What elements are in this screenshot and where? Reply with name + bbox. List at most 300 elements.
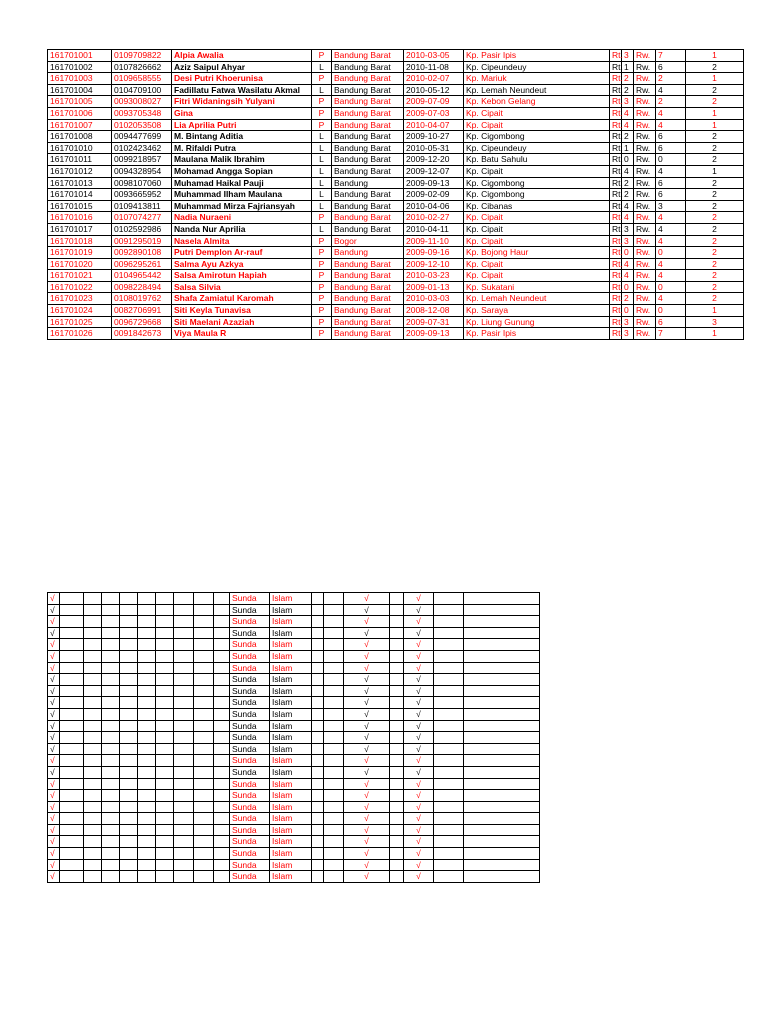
student-birthdate: 2010-05-31: [404, 142, 464, 154]
empty-cell: [434, 674, 464, 686]
tribe-cell: Sunda: [230, 743, 270, 755]
check-mark-1: √: [48, 650, 60, 662]
empty-cell: [434, 859, 464, 871]
empty-cell: [138, 674, 156, 686]
empty-cell: [84, 650, 102, 662]
empty-cell: [464, 604, 540, 616]
empty-cell: [312, 848, 324, 860]
empty-cell: [312, 708, 324, 720]
empty-cell: [102, 674, 120, 686]
student-rt-label: Rt.: [610, 316, 622, 328]
student-count: 2: [686, 61, 744, 73]
tribe-cell: Sunda: [230, 848, 270, 860]
student-rw: 4: [656, 84, 686, 96]
empty-cell: [434, 743, 464, 755]
empty-cell: [174, 650, 194, 662]
check-mark-3: √: [404, 871, 434, 883]
student-sex: P: [312, 107, 332, 119]
table-row: [48, 281, 744, 293]
empty-cell: [434, 871, 464, 883]
empty-cell: [60, 801, 84, 813]
student-birthdate: 2010-03-05: [404, 50, 464, 62]
tribe-cell: Sunda: [230, 627, 270, 639]
empty-cell: [138, 720, 156, 732]
empty-cell: [84, 743, 102, 755]
empty-cell: [214, 755, 230, 767]
student-sex: P: [312, 73, 332, 85]
student-rt: 3: [622, 235, 634, 247]
table-row: [48, 61, 744, 73]
empty-cell: [174, 697, 194, 709]
empty-cell: [174, 871, 194, 883]
table-row: [48, 813, 540, 825]
empty-cell: [324, 790, 344, 802]
empty-cell: [102, 685, 120, 697]
religion-cell: Islam: [270, 627, 312, 639]
empty-cell: [102, 859, 120, 871]
check-mark-2: √: [344, 813, 390, 825]
student-rt: 4: [622, 200, 634, 212]
empty-cell: [214, 824, 230, 836]
student-birthplace: Bandung Barat: [332, 84, 404, 96]
student-rt-label: Rt.: [610, 107, 622, 119]
student-rw: 6: [656, 316, 686, 328]
student-rt-label: Rt.: [610, 270, 622, 282]
empty-cell: [138, 766, 156, 778]
check-mark-3: √: [404, 616, 434, 628]
religion-cell: Islam: [270, 639, 312, 651]
student-name: Fitri Widaningsih Yulyani: [172, 96, 312, 108]
table-row: [48, 836, 540, 848]
tribe-cell: Sunda: [230, 616, 270, 628]
empty-cell: [84, 593, 102, 605]
student-rw: 2: [656, 96, 686, 108]
student-rt-label: Rt.: [610, 177, 622, 189]
empty-cell: [138, 662, 156, 674]
empty-cell: [84, 766, 102, 778]
table-row: [48, 871, 540, 883]
student-birthdate: 2009-12-07: [404, 165, 464, 177]
student-birthdate: 2010-03-23: [404, 270, 464, 282]
empty-cell: [120, 755, 138, 767]
student-nisn: 0104709100: [112, 84, 172, 96]
tribe-cell: Sunda: [230, 766, 270, 778]
empty-cell: [464, 685, 540, 697]
check-mark-1: √: [48, 616, 60, 628]
student-rt-label: Rt.: [610, 84, 622, 96]
empty-cell: [102, 639, 120, 651]
check-mark-2: √: [344, 790, 390, 802]
student-nis: 161701018: [48, 235, 112, 247]
check-mark-3: √: [404, 627, 434, 639]
student-rt: 0: [622, 281, 634, 293]
student-birthdate: 2010-05-12: [404, 84, 464, 96]
student-rt: 2: [622, 84, 634, 96]
empty-cell: [120, 593, 138, 605]
empty-cell: [324, 616, 344, 628]
student-rw: 7: [656, 328, 686, 340]
empty-cell: [60, 662, 84, 674]
table-row: [48, 142, 744, 154]
student-birthplace: Bandung Barat: [332, 316, 404, 328]
student-rt: 2: [622, 177, 634, 189]
empty-cell: [390, 778, 404, 790]
student-address: Kp. Cipait: [464, 270, 610, 282]
student-sex: L: [312, 200, 332, 212]
empty-cell: [138, 813, 156, 825]
student-rt-label: Rt.: [610, 73, 622, 85]
check-mark-1: √: [48, 801, 60, 813]
empty-cell: [102, 662, 120, 674]
religion-cell: Islam: [270, 720, 312, 732]
student-nisn: 0107826662: [112, 61, 172, 73]
student-sex: P: [312, 96, 332, 108]
empty-cell: [464, 627, 540, 639]
empty-cell: [138, 871, 156, 883]
empty-cell: [214, 674, 230, 686]
student-rw-label: Rw.: [634, 84, 656, 96]
empty-cell: [312, 813, 324, 825]
empty-cell: [120, 662, 138, 674]
empty-cell: [324, 593, 344, 605]
empty-cell: [60, 848, 84, 860]
tribe-cell: Sunda: [230, 824, 270, 836]
student-birthdate: 2009-01-13: [404, 281, 464, 293]
student-rw: 0: [656, 154, 686, 166]
table-row: [48, 697, 540, 709]
student-name: Siti Keyla Tunavisa: [172, 305, 312, 317]
religion-cell: Islam: [270, 766, 312, 778]
student-sex: P: [312, 212, 332, 224]
student-nis: 161701006: [48, 107, 112, 119]
student-address: Kp. Cipait: [464, 119, 610, 131]
student-rt-label: Rt.: [610, 165, 622, 177]
student-birthplace: Bogor: [332, 235, 404, 247]
checklist-table: [47, 592, 540, 883]
empty-cell: [214, 604, 230, 616]
student-name: M. Rifaldi Putra: [172, 142, 312, 154]
tribe-cell: Sunda: [230, 639, 270, 651]
student-rw: 0: [656, 247, 686, 259]
empty-cell: [324, 755, 344, 767]
student-name: Nanda Nur Aprilia: [172, 223, 312, 235]
student-rt-label: Rt.: [610, 247, 622, 259]
empty-cell: [464, 616, 540, 628]
student-nis: 161701010: [48, 142, 112, 154]
student-count: 2: [686, 131, 744, 143]
student-rt: 2: [622, 293, 634, 305]
student-sex: L: [312, 131, 332, 143]
student-sex: L: [312, 165, 332, 177]
student-name: Aziz Saipul Ahyar: [172, 61, 312, 73]
empty-cell: [174, 836, 194, 848]
student-count: 2: [686, 154, 744, 166]
check-mark-2: √: [344, 732, 390, 744]
table-row: [48, 732, 540, 744]
religion-cell: Islam: [270, 697, 312, 709]
student-rt-label: Rt.: [610, 258, 622, 270]
empty-cell: [174, 662, 194, 674]
empty-cell: [390, 859, 404, 871]
student-nisn: 0093705348: [112, 107, 172, 119]
empty-cell: [174, 593, 194, 605]
student-sex: L: [312, 189, 332, 201]
empty-cell: [174, 708, 194, 720]
table-row: [48, 674, 540, 686]
check-mark-2: √: [344, 871, 390, 883]
empty-cell: [464, 836, 540, 848]
religion-cell: Islam: [270, 836, 312, 848]
empty-cell: [434, 650, 464, 662]
student-birthplace: Bandung Barat: [332, 223, 404, 235]
student-birthplace: Bandung Barat: [332, 107, 404, 119]
religion-cell: Islam: [270, 871, 312, 883]
empty-cell: [156, 836, 174, 848]
student-nis: 161701005: [48, 96, 112, 108]
empty-cell: [214, 813, 230, 825]
check-mark-2: √: [344, 801, 390, 813]
student-sex: P: [312, 316, 332, 328]
student-address: Kp. Cigombong: [464, 189, 610, 201]
empty-cell: [464, 859, 540, 871]
empty-cell: [138, 790, 156, 802]
empty-cell: [194, 766, 214, 778]
empty-cell: [324, 743, 344, 755]
table-row: [48, 790, 540, 802]
student-address: Kp. Cipait: [464, 165, 610, 177]
empty-cell: [390, 639, 404, 651]
student-rw-label: Rw.: [634, 212, 656, 224]
empty-cell: [120, 743, 138, 755]
empty-cell: [174, 616, 194, 628]
tribe-cell: Sunda: [230, 674, 270, 686]
tribe-cell: Sunda: [230, 720, 270, 732]
student-count: 2: [686, 247, 744, 259]
table-row: [48, 743, 540, 755]
empty-cell: [120, 813, 138, 825]
empty-cell: [464, 801, 540, 813]
student-rt-label: Rt.: [610, 61, 622, 73]
student-count: 1: [686, 119, 744, 131]
student-address: Kp. Cibanas: [464, 200, 610, 212]
table-row: [48, 154, 744, 166]
student-rw-label: Rw.: [634, 293, 656, 305]
empty-cell: [84, 801, 102, 813]
student-rw: 6: [656, 142, 686, 154]
check-mark-3: √: [404, 708, 434, 720]
student-rt-label: Rt.: [610, 189, 622, 201]
student-count: 2: [686, 142, 744, 154]
empty-cell: [434, 790, 464, 802]
student-address: Kp. Saraya: [464, 305, 610, 317]
empty-cell: [324, 848, 344, 860]
empty-cell: [60, 708, 84, 720]
empty-cell: [214, 790, 230, 802]
table-row: [48, 84, 744, 96]
religion-cell: Islam: [270, 778, 312, 790]
empty-cell: [312, 616, 324, 628]
student-rt: 0: [622, 305, 634, 317]
religion-cell: Islam: [270, 708, 312, 720]
empty-cell: [156, 859, 174, 871]
check-mark-3: √: [404, 848, 434, 860]
empty-cell: [138, 801, 156, 813]
check-mark-3: √: [404, 778, 434, 790]
student-nis: 161701013: [48, 177, 112, 189]
empty-cell: [84, 720, 102, 732]
empty-cell: [156, 604, 174, 616]
empty-cell: [434, 708, 464, 720]
empty-cell: [464, 639, 540, 651]
empty-cell: [102, 755, 120, 767]
check-mark-1: √: [48, 604, 60, 616]
student-rt: 2: [622, 131, 634, 143]
student-birthplace: Bandung Barat: [332, 270, 404, 282]
empty-cell: [156, 871, 174, 883]
empty-cell: [84, 859, 102, 871]
empty-cell: [120, 674, 138, 686]
empty-cell: [312, 790, 324, 802]
empty-cell: [434, 836, 464, 848]
empty-cell: [120, 616, 138, 628]
empty-cell: [174, 627, 194, 639]
tribe-cell: Sunda: [230, 859, 270, 871]
student-rw: 6: [656, 177, 686, 189]
empty-cell: [174, 824, 194, 836]
empty-cell: [194, 708, 214, 720]
empty-cell: [464, 871, 540, 883]
student-count: 2: [686, 177, 744, 189]
student-rw: 4: [656, 223, 686, 235]
empty-cell: [174, 766, 194, 778]
check-mark-3: √: [404, 813, 434, 825]
empty-cell: [390, 743, 404, 755]
religion-cell: Islam: [270, 790, 312, 802]
student-rw: 3: [656, 200, 686, 212]
religion-cell: Islam: [270, 743, 312, 755]
student-nis: 161701002: [48, 61, 112, 73]
empty-cell: [464, 720, 540, 732]
empty-cell: [60, 697, 84, 709]
empty-cell: [464, 732, 540, 744]
student-count: 1: [686, 50, 744, 62]
table-row: [48, 720, 540, 732]
empty-cell: [156, 720, 174, 732]
empty-cell: [120, 604, 138, 616]
student-sex: P: [312, 305, 332, 317]
student-rt: 1: [622, 61, 634, 73]
empty-cell: [120, 650, 138, 662]
student-rt-label: Rt.: [610, 235, 622, 247]
table-row: [48, 778, 540, 790]
empty-cell: [390, 848, 404, 860]
check-mark-1: √: [48, 755, 60, 767]
empty-cell: [84, 674, 102, 686]
check-mark-3: √: [404, 604, 434, 616]
empty-cell: [60, 859, 84, 871]
empty-cell: [174, 685, 194, 697]
empty-cell: [60, 732, 84, 744]
empty-cell: [324, 732, 344, 744]
empty-cell: [138, 697, 156, 709]
empty-cell: [312, 801, 324, 813]
table-row: [48, 766, 540, 778]
table-row: [48, 235, 744, 247]
student-birthdate: 2010-02-27: [404, 212, 464, 224]
student-sex: L: [312, 61, 332, 73]
empty-cell: [84, 755, 102, 767]
empty-cell: [434, 778, 464, 790]
student-rw-label: Rw.: [634, 258, 656, 270]
empty-cell: [194, 871, 214, 883]
student-name: Alpia Awalia: [172, 50, 312, 62]
empty-cell: [214, 708, 230, 720]
table-row: [48, 177, 744, 189]
student-birthplace: Bandung Barat: [332, 165, 404, 177]
empty-cell: [324, 627, 344, 639]
student-rt: 0: [622, 154, 634, 166]
empty-cell: [194, 859, 214, 871]
student-sex: P: [312, 293, 332, 305]
empty-cell: [214, 616, 230, 628]
student-rt: 4: [622, 165, 634, 177]
empty-cell: [434, 801, 464, 813]
student-birthplace: Bandung Barat: [332, 119, 404, 131]
student-nisn: 0107074277: [112, 212, 172, 224]
table-row: [48, 593, 540, 605]
check-mark-3: √: [404, 650, 434, 662]
student-birthplace: Bandung Barat: [332, 200, 404, 212]
empty-cell: [120, 732, 138, 744]
empty-cell: [156, 732, 174, 744]
empty-cell: [324, 674, 344, 686]
student-birthdate: 2009-09-16: [404, 247, 464, 259]
empty-cell: [312, 743, 324, 755]
student-name: Maulana Malik Ibrahim: [172, 154, 312, 166]
student-nisn: 0102423462: [112, 142, 172, 154]
student-birthplace: Bandung Barat: [332, 212, 404, 224]
empty-cell: [174, 859, 194, 871]
empty-cell: [84, 790, 102, 802]
table-row: [48, 223, 744, 235]
table-row: [48, 73, 744, 85]
student-nis: 161701025: [48, 316, 112, 328]
table-row: [48, 50, 744, 62]
empty-cell: [194, 813, 214, 825]
empty-cell: [174, 674, 194, 686]
student-birthplace: Bandung Barat: [332, 61, 404, 73]
student-birthplace: Bandung Barat: [332, 73, 404, 85]
student-nis: 161701015: [48, 200, 112, 212]
student-nisn: 0109413811: [112, 200, 172, 212]
empty-cell: [214, 627, 230, 639]
empty-cell: [84, 697, 102, 709]
tribe-cell: Sunda: [230, 813, 270, 825]
empty-cell: [156, 708, 174, 720]
empty-cell: [214, 685, 230, 697]
student-nisn: 0091842673: [112, 328, 172, 340]
student-count: 1: [686, 165, 744, 177]
student-address: Kp. Mariuk: [464, 73, 610, 85]
empty-cell: [214, 743, 230, 755]
student-sex: P: [312, 247, 332, 259]
student-rw: 4: [656, 107, 686, 119]
empty-cell: [102, 708, 120, 720]
empty-cell: [174, 639, 194, 651]
student-count: 2: [686, 270, 744, 282]
student-name: Muhammad Mirza Fajriansyah: [172, 200, 312, 212]
student-birthdate: 2009-07-31: [404, 316, 464, 328]
